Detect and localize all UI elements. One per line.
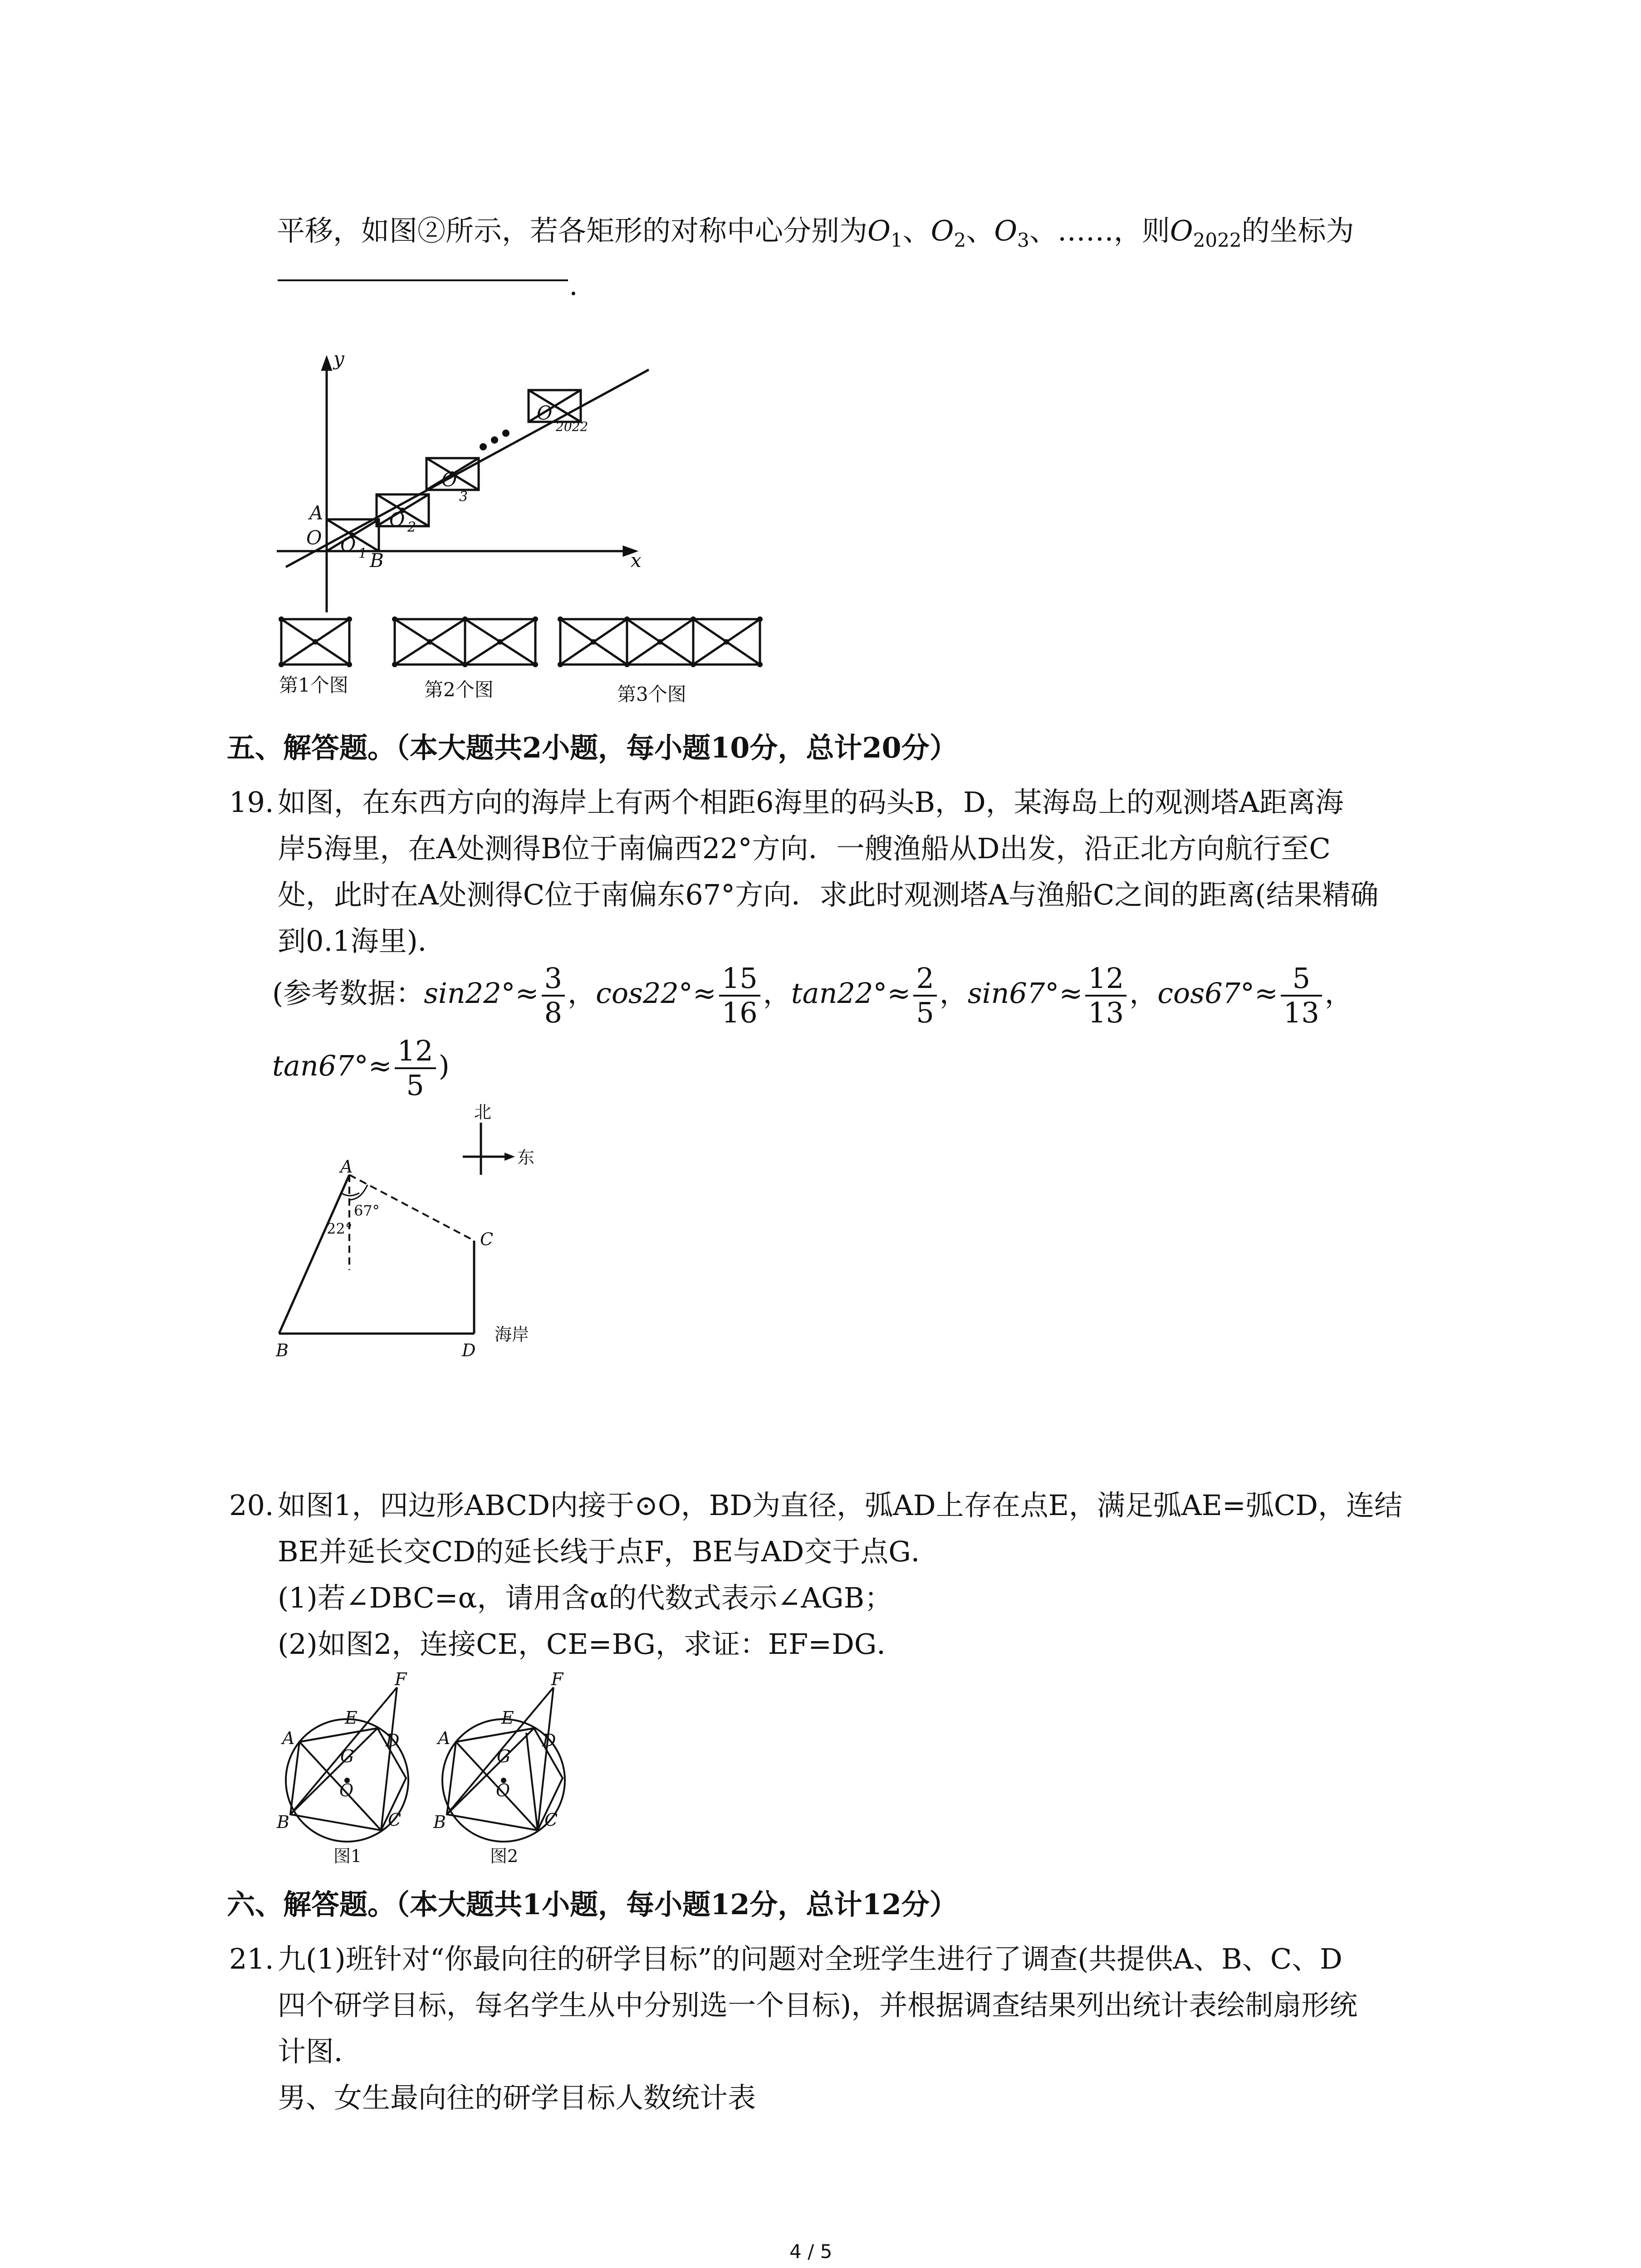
east-arrow	[505, 1153, 515, 1161]
label-north: 北	[474, 1102, 492, 1122]
cos67-num: 5	[1281, 962, 1322, 997]
tan67-fraction	[395, 1035, 436, 1102]
q20-line-4: (2)如图2，连接CE，CE=BG，求证：EF=DG．	[278, 1628, 905, 1661]
label-O2022-sub: 2022	[556, 419, 588, 434]
q20-line-1: 如图1，四边形ABCD内接于⊙O，BD为直径，弧AD上存在点E，满足弧AE=弧CD，连结	[278, 1489, 1403, 1522]
tan67-num: 12	[395, 1035, 436, 1069]
q20-line-2: BE并延长交CD的延长线于点F，BE与AD交于点G．	[278, 1535, 939, 1568]
q19-reference-tan67	[272, 1030, 450, 1102]
fig1-A: A	[282, 1728, 295, 1748]
label-coast: 海岸	[495, 1325, 529, 1344]
cos67-fraction	[1281, 962, 1322, 1029]
q21-number: 21.	[229, 1942, 274, 1975]
q18-figure	[263, 345, 785, 717]
label-O2: O	[389, 508, 405, 531]
ellipsis-dot-3	[502, 430, 509, 437]
fig1-B: B	[277, 1812, 289, 1832]
comma-1: ，	[568, 977, 596, 1010]
q19-reference-data	[272, 957, 1353, 1030]
q20-number: 20.	[229, 1489, 274, 1522]
label-B: B	[370, 549, 384, 572]
label-O3: O	[441, 469, 457, 491]
label-y: y	[333, 347, 344, 370]
sin67-den: 13	[1088, 996, 1124, 1029]
label-O1-sub: 1	[358, 546, 367, 562]
label-O1: O	[340, 533, 356, 556]
cos22-fraction	[719, 962, 760, 1029]
fig2-E: E	[501, 1708, 514, 1728]
o2-label: O	[931, 214, 954, 247]
ellipsis-dot-2	[491, 436, 498, 444]
cos22-num: 15	[719, 962, 760, 997]
label-D: D	[462, 1340, 476, 1356]
fig2-A: A	[438, 1728, 451, 1748]
ellipsis-dot-1	[480, 443, 487, 450]
tan22-label: tan22°≈	[791, 977, 911, 1010]
caption-fig1: 第1个图	[279, 674, 348, 696]
comma-4: ，	[1129, 977, 1158, 1010]
caption-fig3: 第3个图	[617, 683, 686, 705]
fig2-O: O	[496, 1780, 510, 1800]
q18-text-b: 的坐标为	[1241, 214, 1354, 247]
o2-sub: 2	[954, 229, 966, 251]
fig2-B: B	[433, 1812, 446, 1832]
section6-title: 六、解答题。（本大题共1小题，每小题12分，总计12分）	[227, 1888, 958, 1921]
caption-fig2: 第2个图	[424, 679, 494, 701]
cos67-den: 13	[1283, 996, 1319, 1029]
label-C: C	[480, 1229, 494, 1249]
answer-blank	[278, 279, 568, 281]
q21-line-3: 计图．	[278, 2035, 362, 2068]
q19-line-1: 如图，在东西方向的海岸上有两个相距6海里的码头B，D，某海岛上的观测塔A距离海	[278, 786, 1344, 819]
pattern-2	[395, 619, 535, 665]
tan22-den: 5	[916, 996, 934, 1029]
cos67-label: cos67°≈	[1157, 977, 1278, 1010]
q21-line-1: 九(1)班针对“你最向往的研学目标”的问题对全班学生进行了调查(共提供A、B、C、D	[278, 1942, 1342, 1975]
q21-line-4: 男、女生最向往的研学目标人数统计表	[278, 2081, 756, 2114]
sep2: 、	[966, 214, 994, 247]
q19-line-3: 处，此时在A处测得C位于南偏东67°方向．求此时观测塔A与渔船C之间的距离(结果精确	[278, 878, 1379, 911]
o2022-sub: 2022	[1193, 229, 1242, 251]
q19-line-4: 到0.1海里)．	[278, 924, 446, 958]
q18-text-a: 平移，如图②所示，若各矩形的对称中心分别为	[277, 214, 868, 247]
sin22-label: sin22°≈	[424, 977, 539, 1010]
ellipsis: 、……，则	[1029, 214, 1170, 247]
label-67: 67°	[354, 1202, 380, 1219]
ref-close: )	[438, 1049, 450, 1082]
q19-line-2: 岸5海里，在A处测得B位于南偏西22°方向．一艘渔船从D出发，沿正北方向航行至C	[278, 832, 1331, 865]
segment-AB	[279, 1175, 349, 1334]
fig1-D: D	[386, 1730, 400, 1750]
angle-arc-67	[349, 1185, 367, 1200]
label-O2-sub: 2	[407, 519, 416, 535]
tan22-num: 2	[913, 962, 936, 997]
sin22-num: 3	[542, 962, 565, 997]
sin67-num: 12	[1085, 962, 1127, 997]
label-O3-sub: 3	[459, 489, 468, 505]
sin67-fraction	[1085, 962, 1127, 1029]
section5-title: 五、解答题。（本大题共2小题，每小题10分，总计20分）	[227, 731, 958, 764]
o1-label: O	[867, 214, 891, 247]
sin67-label: sin67°≈	[967, 977, 1083, 1010]
y-arrow	[323, 358, 331, 370]
label-east: 东	[517, 1148, 535, 1168]
page-number: 4 / 5	[789, 2240, 833, 2263]
q20-line-3: (1)若∠DBC=α，请用含α的代数式表示∠AGB；	[278, 1581, 893, 1614]
comma-2: ，	[763, 977, 791, 1010]
ref-open: (参考数据：	[272, 977, 424, 1010]
cos22-label: cos22°≈	[596, 977, 716, 1010]
label-A: A	[340, 1157, 353, 1177]
cos22-den: 16	[721, 996, 758, 1029]
label-B: B	[276, 1340, 289, 1356]
caption-fig1: 图1	[333, 1846, 362, 1866]
q19-number: 19.	[229, 786, 274, 819]
tan22-fraction	[913, 962, 936, 1029]
fig2-D: D	[542, 1730, 556, 1750]
o3-label: O	[994, 214, 1018, 247]
fig1-O: O	[339, 1780, 354, 1800]
tan67-den: 5	[406, 1068, 424, 1102]
label-A: A	[309, 502, 323, 524]
fig2-G: G	[497, 1746, 511, 1766]
caption-fig2: 图2	[490, 1846, 519, 1866]
fig1-G: G	[340, 1746, 354, 1766]
q18-line1	[277, 213, 1354, 249]
sep1: 、	[902, 214, 931, 247]
fig1-F: F	[395, 1669, 407, 1689]
fig2-F: F	[551, 1669, 563, 1689]
label-x: x	[631, 549, 642, 572]
label-O: O	[306, 527, 322, 549]
comma-5: ，	[1324, 977, 1353, 1010]
o1-sub: 1	[890, 229, 903, 251]
tan67-label: tan67°≈	[272, 1049, 392, 1082]
sin22-den: 8	[544, 996, 563, 1029]
sin22-fraction	[542, 962, 565, 1029]
o2022-label: O	[1170, 214, 1193, 247]
o3-sub: 3	[1017, 229, 1029, 251]
compass	[463, 1123, 508, 1175]
answer-period: .	[569, 269, 578, 302]
q19-figure	[263, 1102, 581, 1356]
q21-line-2: 四个研学目标，每名学生从中分别选一个目标)，并根据调查结果列出统计表绘制扇形统	[278, 1989, 1358, 2022]
fig2-C: C	[544, 1810, 558, 1830]
fig1-C: C	[388, 1810, 402, 1830]
label-O2022: O	[537, 402, 553, 424]
comma-3: ，	[939, 977, 968, 1010]
q20-figure	[272, 1669, 617, 1878]
fig1-E: E	[345, 1708, 358, 1728]
label-22: 22°	[327, 1220, 353, 1237]
